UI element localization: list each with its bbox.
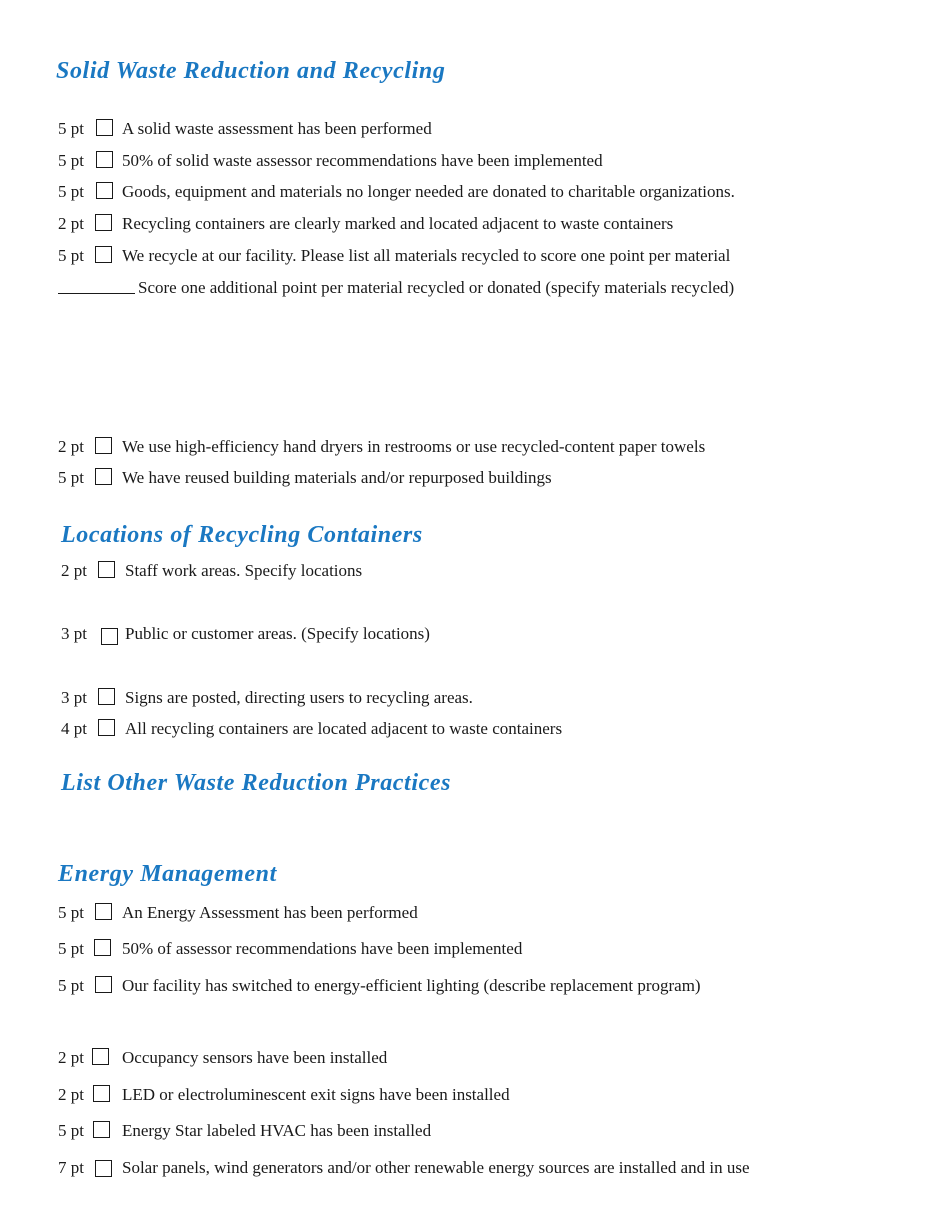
item-label: Our facility has switched to energy-efficient lighting (describe replacement program): [122, 976, 701, 995]
item-label: Solar panels, wind generators and/or other renewable energy sources are installed and in use: [122, 1158, 750, 1177]
points-label: 5 pt: [58, 903, 84, 922]
checkbox-staff-work-areas[interactable]: [98, 561, 115, 578]
checkbox-recycle-at-facility[interactable]: [95, 246, 112, 263]
score-blank-line[interactable]: [58, 293, 135, 294]
checkbox-recycling-containers-marked[interactable]: [95, 214, 112, 231]
points-label: 5 pt: [58, 182, 84, 201]
points-label: 4 pt: [61, 719, 87, 738]
points-label: 5 pt: [58, 246, 84, 265]
checkbox-assessor-recommendations[interactable]: [96, 151, 113, 168]
checkbox-renewable-energy[interactable]: [95, 1160, 112, 1177]
points-label: 3 pt: [61, 624, 87, 643]
points-label: 5 pt: [58, 119, 84, 138]
points-label: 5 pt: [58, 468, 84, 487]
item-label: We recycle at our facility. Please list all materials recycled to score one point per material: [122, 246, 731, 265]
checkbox-occupancy-sensors[interactable]: [92, 1048, 109, 1065]
checkbox-public-areas[interactable]: [101, 628, 118, 645]
checkbox-reused-building-materials[interactable]: [95, 468, 112, 485]
item-label: Goods, equipment and materials no longer needed are donated to charitable organizations.: [122, 182, 735, 201]
points-label: 2 pt: [61, 561, 87, 580]
points-label: 2 pt: [58, 1085, 84, 1104]
section-title-other-practices: List Other Waste Reduction Practices: [61, 770, 452, 796]
item-label: LED or electroluminescent exit signs have been installed: [122, 1085, 510, 1104]
points-label: 2 pt: [58, 214, 84, 233]
checkbox-signs-posted[interactable]: [98, 688, 115, 705]
section-title-solid-waste: Solid Waste Reduction and Recycling: [56, 58, 446, 84]
item-label: We use high-efficiency hand dryers in restrooms or use recycled-content paper towels: [122, 437, 706, 456]
item-label: All recycling containers are located adjacent to waste containers: [125, 719, 563, 738]
item-label: Recycling containers are clearly marked and located adjacent to waste containers: [122, 214, 674, 233]
item-label: 50% of solid waste assessor recommendations have been implemented: [122, 151, 603, 170]
checkbox-donations[interactable]: [96, 182, 113, 199]
item-label: An Energy Assessment has been performed: [122, 903, 418, 922]
item-label: Public or customer areas. (Specify locations): [125, 624, 430, 643]
item-label: 50% of assessor recommendations have been implemented: [122, 939, 523, 958]
item-label: A solid waste assessment has been performed: [122, 119, 432, 138]
points-label: 5 pt: [58, 151, 84, 170]
item-label: Staff work areas. Specify locations: [125, 561, 363, 580]
checkbox-energy-star-hvac[interactable]: [93, 1121, 110, 1138]
item-label: Energy Star labeled HVAC has been installed: [122, 1121, 432, 1140]
points-label: 5 pt: [58, 1121, 84, 1140]
additional-score-label: Score one additional point per material recycled or donated (specify materials recycled): [138, 278, 735, 297]
checkbox-solid-waste-assessment[interactable]: [96, 119, 113, 136]
checkbox-exit-signs[interactable]: [93, 1085, 110, 1102]
points-label: 5 pt: [58, 976, 84, 995]
checkbox-efficient-lighting[interactable]: [95, 976, 112, 993]
points-label: 3 pt: [61, 688, 87, 707]
item-label: Occupancy sensors have been installed: [122, 1048, 388, 1067]
section-title-energy: Energy Management: [58, 861, 277, 887]
points-label: 2 pt: [58, 1048, 84, 1067]
points-label: 5 pt: [58, 939, 84, 958]
item-label: Signs are posted, directing users to recycling areas.: [125, 688, 473, 707]
checkbox-containers-adjacent[interactable]: [98, 719, 115, 736]
item-label: We have reused building materials and/or repurposed buildings: [122, 468, 552, 487]
points-label: 7 pt: [58, 1158, 84, 1177]
checkbox-energy-assessment[interactable]: [95, 903, 112, 920]
section-title-locations: Locations of Recycling Containers: [61, 522, 423, 548]
checkbox-energy-recommendations[interactable]: [94, 939, 111, 956]
checkbox-hand-dryers[interactable]: [95, 437, 112, 454]
points-label: 2 pt: [58, 437, 84, 456]
